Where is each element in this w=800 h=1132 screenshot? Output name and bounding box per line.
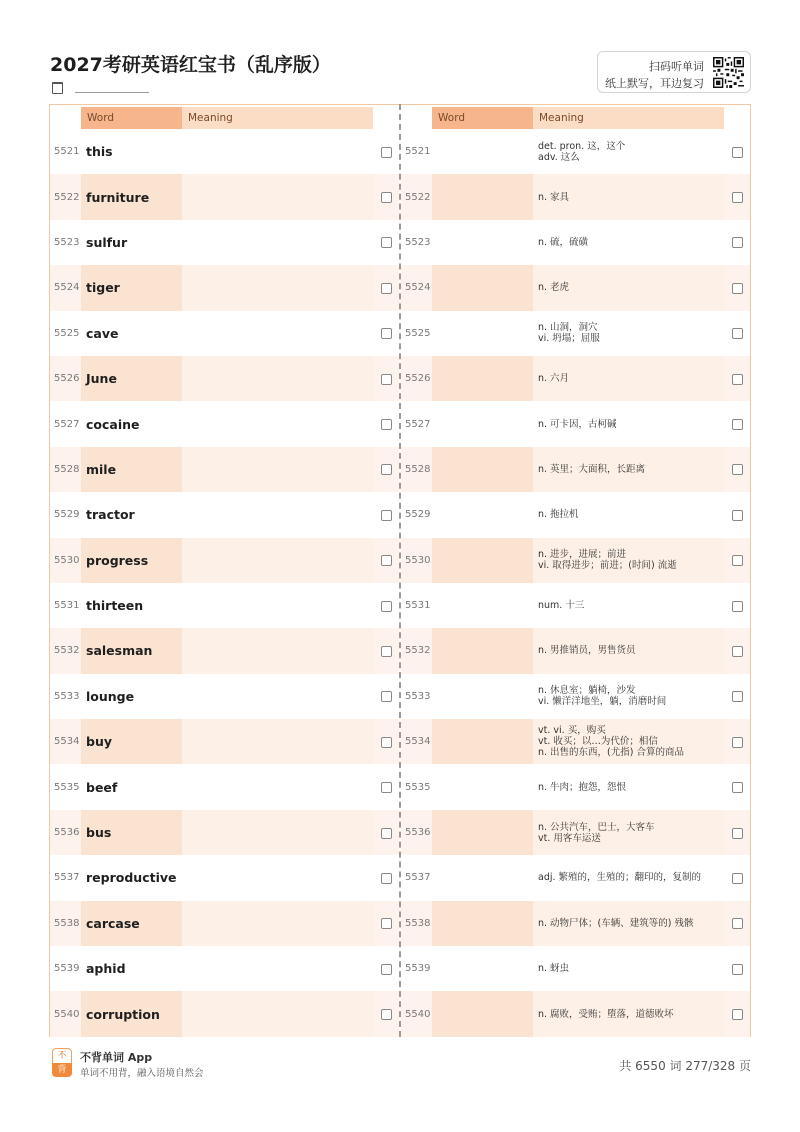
table-row [50, 764, 399, 809]
row-number: 5532 [405, 645, 431, 657]
meaning-line: n. 老虎 [538, 282, 570, 294]
meaning-text [538, 129, 720, 174]
table-row [401, 628, 750, 673]
table-row [401, 991, 750, 1036]
page-title: 2027考研英语红宝书（乱序版） [50, 54, 331, 76]
meaning-text [538, 174, 720, 219]
word-cell [81, 901, 182, 946]
table-row [50, 356, 399, 401]
word-text: lounge [86, 688, 135, 704]
word-cell [432, 855, 533, 900]
meaning-cell [182, 220, 373, 265]
word-cell [81, 946, 182, 991]
row-number: 5528 [405, 463, 431, 475]
table-row [50, 311, 399, 356]
word-text: bus [86, 825, 112, 841]
checkbox[interactable] [732, 737, 743, 748]
checkbox[interactable] [732, 828, 743, 839]
meaning-cell [182, 583, 373, 628]
row-number: 5521 [54, 146, 80, 158]
row-number: 5525 [54, 327, 80, 339]
date-line [75, 84, 149, 93]
row-number: 5539 [405, 963, 431, 975]
word-cell [81, 674, 182, 719]
table-row [401, 674, 750, 719]
word-cell [81, 220, 182, 265]
meaning-cell [533, 265, 724, 310]
meaning-cell [533, 401, 724, 446]
row-number: 5536 [54, 827, 80, 839]
meaning-text [538, 991, 720, 1036]
word-text: tiger [86, 280, 120, 296]
table-row [401, 855, 750, 900]
row-number: 5529 [54, 509, 80, 521]
row-number: 5535 [405, 781, 431, 793]
meaning-text [538, 810, 720, 855]
row-number: 5527 [54, 418, 80, 430]
word-text: thirteen [86, 598, 144, 614]
table-row [50, 901, 399, 946]
checkbox[interactable] [381, 828, 392, 839]
row-number: 5524 [54, 282, 80, 294]
meaning-line: vi. 坍塌；屈服 [538, 333, 600, 345]
row-number: 5538 [54, 917, 80, 929]
row-number: 5532 [54, 645, 80, 657]
word-cell [81, 628, 182, 673]
checkbox[interactable] [732, 555, 743, 566]
row-number: 5530 [54, 554, 80, 566]
app-slogan: 单词不用背，融入语境自然会 [80, 1068, 204, 1079]
meaning-line: num. 十三 [538, 600, 585, 612]
row-number: 5526 [54, 373, 80, 385]
meaning-line: n. 公共汽车，巴士，大客车 [538, 821, 655, 833]
left-column [50, 104, 399, 1037]
table-row [401, 946, 750, 991]
checkbox[interactable] [381, 283, 392, 294]
meaning-line: n. 动物尸体；(车辆、建筑等的) 残骸 [538, 917, 694, 929]
word-text: this [86, 144, 113, 160]
meaning-line: n. 蚜虫 [538, 963, 570, 975]
checkbox[interactable] [381, 918, 392, 929]
checkbox[interactable] [381, 555, 392, 566]
meaning-line: n. 进步，进展；前进 [538, 549, 627, 561]
table-row [401, 311, 750, 356]
qr-caption-line2: 纸上默写，耳边复习 [605, 77, 704, 90]
table-row [401, 129, 750, 174]
meaning-text [538, 674, 720, 719]
word-cell [432, 538, 533, 583]
checkbox[interactable] [732, 1009, 743, 1020]
table-row [401, 583, 750, 628]
meaning-cell [533, 538, 724, 583]
word-text: tractor [86, 507, 135, 523]
table-row [50, 991, 399, 1036]
qr-code-icon[interactable] [713, 57, 744, 88]
meaning-cell [182, 901, 373, 946]
checkbox[interactable] [732, 283, 743, 294]
meaning-line: n. 休息室；躺椅，沙发 [538, 685, 636, 697]
meaning-text [538, 583, 720, 628]
table-row [50, 401, 399, 446]
meaning-text [538, 220, 720, 265]
word-cell [432, 764, 533, 809]
meaning-line: vt. 收买；以…为代价；相信 [538, 736, 658, 748]
table-row [401, 492, 750, 537]
word-text: June [86, 371, 117, 387]
checkbox[interactable] [732, 147, 743, 158]
checkbox[interactable] [381, 601, 392, 612]
row-number: 5533 [54, 690, 80, 702]
meaning-line: vt. 用客车运送 [538, 832, 601, 844]
word-cell [432, 311, 533, 356]
table-row [401, 901, 750, 946]
table-row [50, 628, 399, 673]
word-cell [432, 401, 533, 446]
header-meaning: Meaning [182, 107, 373, 129]
meaning-cell [182, 674, 373, 719]
meaning-line: vi. 懒洋洋地坐，躺，消磨时间 [538, 696, 667, 708]
meaning-cell [533, 129, 724, 174]
checkbox[interactable] [381, 873, 392, 884]
word-text: aphid [86, 961, 126, 977]
table-row [401, 719, 750, 764]
meaning-text [538, 538, 720, 583]
meaning-text [538, 447, 720, 492]
row-number: 5537 [54, 872, 80, 884]
checkbox[interactable] [732, 918, 743, 929]
table-row [401, 538, 750, 583]
checkbox[interactable] [381, 147, 392, 158]
meaning-cell [533, 583, 724, 628]
meaning-cell [182, 764, 373, 809]
meaning-text [538, 946, 720, 991]
meaning-cell [533, 719, 724, 764]
word-cell [432, 583, 533, 628]
word-cell [432, 991, 533, 1036]
table-row [50, 674, 399, 719]
table-row [50, 447, 399, 492]
logo-top: 不 [52, 1048, 72, 1064]
checkbox[interactable] [732, 964, 743, 975]
checkbox[interactable] [381, 374, 392, 385]
checkbox[interactable] [732, 419, 743, 430]
word-text: furniture [86, 189, 150, 205]
meaning-cell [533, 492, 724, 537]
meaning-line: n. 拖拉机 [538, 509, 579, 521]
meaning-cell [182, 855, 373, 900]
meaning-cell [182, 628, 373, 673]
row-number: 5535 [54, 781, 80, 793]
word-cell [432, 265, 533, 310]
row-number: 5528 [54, 463, 80, 475]
meaning-cell [182, 401, 373, 446]
table-row [401, 764, 750, 809]
table-row [50, 810, 399, 855]
table-row [50, 583, 399, 628]
meaning-line: n. 家具 [538, 191, 570, 203]
checkbox[interactable] [732, 328, 743, 339]
meaning-line: n. 六月 [538, 373, 570, 385]
meaning-line: n. 硫，硫磺 [538, 236, 589, 248]
checkbox[interactable] [732, 237, 743, 248]
word-cell [432, 492, 533, 537]
meaning-cell [533, 946, 724, 991]
meaning-cell [182, 356, 373, 401]
meaning-cell [182, 129, 373, 174]
word-cell [432, 674, 533, 719]
checkbox[interactable] [732, 374, 743, 385]
checkbox[interactable] [381, 328, 392, 339]
meaning-line: adj. 繁殖的，生殖的；翻印的，复制的 [538, 872, 702, 884]
word-cell [432, 174, 533, 219]
table-row [50, 265, 399, 310]
word-cell [81, 764, 182, 809]
table-row [50, 538, 399, 583]
checkbox[interactable] [381, 237, 392, 248]
header-word: Word [432, 107, 533, 129]
checkbox[interactable] [381, 510, 392, 521]
meaning-line: n. 腐败，受贿；堕落，道德败坏 [538, 1008, 674, 1020]
meaning-line: adv. 这么 [538, 151, 580, 163]
row-number: 5540 [405, 1008, 431, 1020]
row-number: 5540 [54, 1008, 80, 1020]
word-cell [81, 538, 182, 583]
meaning-text [538, 356, 720, 401]
word-cell [81, 401, 182, 446]
meaning-text [538, 265, 720, 310]
app-name: 不背单词 App [80, 1051, 153, 1064]
word-cell [81, 810, 182, 855]
word-text: progress [86, 552, 149, 568]
date-field [52, 82, 149, 94]
checkbox[interactable] [732, 192, 743, 203]
word-text: mile [86, 461, 117, 477]
right-column [401, 104, 750, 1037]
meaning-cell [182, 946, 373, 991]
checkbox[interactable] [381, 419, 392, 430]
meaning-line: n. 英里；大面积，长距离 [538, 463, 646, 475]
meaning-cell [533, 855, 724, 900]
checkbox[interactable] [732, 646, 743, 657]
meaning-cell [182, 991, 373, 1036]
meaning-cell [182, 174, 373, 219]
word-cell [432, 901, 533, 946]
meaning-cell [533, 356, 724, 401]
meaning-cell [533, 447, 724, 492]
table-row [50, 129, 399, 174]
checkbox[interactable] [732, 601, 743, 612]
checkbox[interactable] [381, 1009, 392, 1020]
checkbox[interactable] [732, 510, 743, 521]
table-row [401, 174, 750, 219]
table-row [50, 946, 399, 991]
row-number: 5524 [405, 282, 431, 294]
meaning-cell [182, 810, 373, 855]
row-number: 5534 [405, 736, 431, 748]
meaning-line: n. 男推销员，男售货员 [538, 645, 636, 657]
word-cell [81, 265, 182, 310]
word-cell [81, 447, 182, 492]
meaning-text [538, 719, 720, 764]
meaning-line: n. 出售的东西，(尤指) 合算的商品 [538, 747, 684, 759]
row-number: 5531 [54, 600, 80, 612]
row-number: 5531 [405, 600, 431, 612]
meaning-line: n. 山洞，洞穴 [538, 322, 598, 334]
meaning-line: vt. vi. 买，购买 [538, 725, 606, 737]
row-number: 5522 [405, 191, 431, 203]
word-text: cocaine [86, 416, 140, 432]
meaning-cell [182, 311, 373, 356]
meaning-cell [533, 311, 724, 356]
word-text: reproductive [86, 870, 177, 886]
calendar-icon [52, 82, 63, 94]
qr-caption-line1: 扫码听单词 [649, 60, 704, 73]
checkbox[interactable] [732, 464, 743, 475]
word-text: cave [86, 325, 119, 341]
meaning-text [538, 401, 720, 446]
checkbox[interactable] [381, 737, 392, 748]
word-text: sulfur [86, 234, 128, 250]
word-cell [432, 220, 533, 265]
word-cell [81, 129, 182, 174]
table-row [401, 265, 750, 310]
row-number: 5539 [54, 963, 80, 975]
meaning-cell [533, 174, 724, 219]
word-cell [81, 719, 182, 764]
word-cell [432, 356, 533, 401]
word-cell [81, 855, 182, 900]
word-text: beef [86, 779, 118, 795]
row-number: 5523 [405, 236, 431, 248]
checkbox[interactable] [381, 464, 392, 475]
meaning-cell [182, 719, 373, 764]
word-text: carcase [86, 915, 140, 931]
table-row [50, 719, 399, 764]
meaning-cell [182, 265, 373, 310]
qr-panel[interactable] [597, 51, 751, 93]
meaning-text [538, 901, 720, 946]
app-logo [52, 1048, 72, 1078]
row-number: 5526 [405, 373, 431, 385]
meaning-cell [533, 901, 724, 946]
word-text: corruption [86, 1006, 160, 1022]
table-row [50, 855, 399, 900]
checkbox[interactable] [732, 782, 743, 793]
meaning-text [538, 855, 720, 900]
word-text: buy [86, 734, 112, 750]
meaning-text [538, 311, 720, 356]
meaning-cell [533, 764, 724, 809]
word-cell [432, 129, 533, 174]
checkbox[interactable] [732, 691, 743, 702]
table-row [401, 447, 750, 492]
meaning-cell [533, 220, 724, 265]
word-cell [81, 356, 182, 401]
word-cell [432, 447, 533, 492]
page-info: 共 6550 词 277/328 页 [619, 1059, 751, 1073]
word-cell [81, 492, 182, 537]
row-number: 5536 [405, 827, 431, 839]
row-number: 5533 [405, 690, 431, 702]
row-number: 5527 [405, 418, 431, 430]
row-number: 5537 [405, 872, 431, 884]
meaning-cell [182, 447, 373, 492]
meaning-line: det. pron. 这，这个 [538, 140, 626, 152]
meaning-cell [533, 628, 724, 673]
word-text: salesman [86, 643, 153, 659]
row-number: 5522 [54, 191, 80, 203]
row-number: 5538 [405, 917, 431, 929]
table-row [50, 492, 399, 537]
checkbox[interactable] [381, 691, 392, 702]
table-row [50, 174, 399, 219]
word-cell [432, 810, 533, 855]
word-cell [432, 628, 533, 673]
row-number: 5534 [54, 736, 80, 748]
row-number: 5525 [405, 327, 431, 339]
meaning-text [538, 492, 720, 537]
meaning-line: vi. 取得进步；前进；(时间) 流逝 [538, 560, 677, 572]
table-row [401, 356, 750, 401]
meaning-text [538, 628, 720, 673]
word-cell [81, 991, 182, 1036]
meaning-cell [533, 991, 724, 1036]
checkbox[interactable] [381, 782, 392, 793]
word-cell [81, 311, 182, 356]
meaning-line: n. 可卡因，古柯碱 [538, 418, 617, 430]
checkbox[interactable] [381, 646, 392, 657]
word-cell [432, 946, 533, 991]
meaning-text [538, 764, 720, 809]
table-row [401, 810, 750, 855]
table-row [401, 401, 750, 446]
row-number: 5523 [54, 236, 80, 248]
row-number: 5529 [405, 509, 431, 521]
checkbox[interactable] [381, 964, 392, 975]
meaning-cell [182, 492, 373, 537]
word-cell [81, 583, 182, 628]
row-number: 5521 [405, 146, 431, 158]
meaning-cell [182, 538, 373, 583]
meaning-line: n. 牛肉；抱怨，怨恨 [538, 781, 627, 793]
meaning-cell [533, 810, 724, 855]
table-row [50, 220, 399, 265]
table-row [401, 220, 750, 265]
row-number: 5530 [405, 554, 431, 566]
checkbox[interactable] [381, 192, 392, 203]
word-cell [81, 174, 182, 219]
logo-bottom: 背 [52, 1063, 72, 1077]
header-word: Word [81, 107, 182, 129]
meaning-cell [533, 674, 724, 719]
header-meaning: Meaning [533, 107, 724, 129]
checkbox[interactable] [732, 873, 743, 884]
word-cell [432, 719, 533, 764]
